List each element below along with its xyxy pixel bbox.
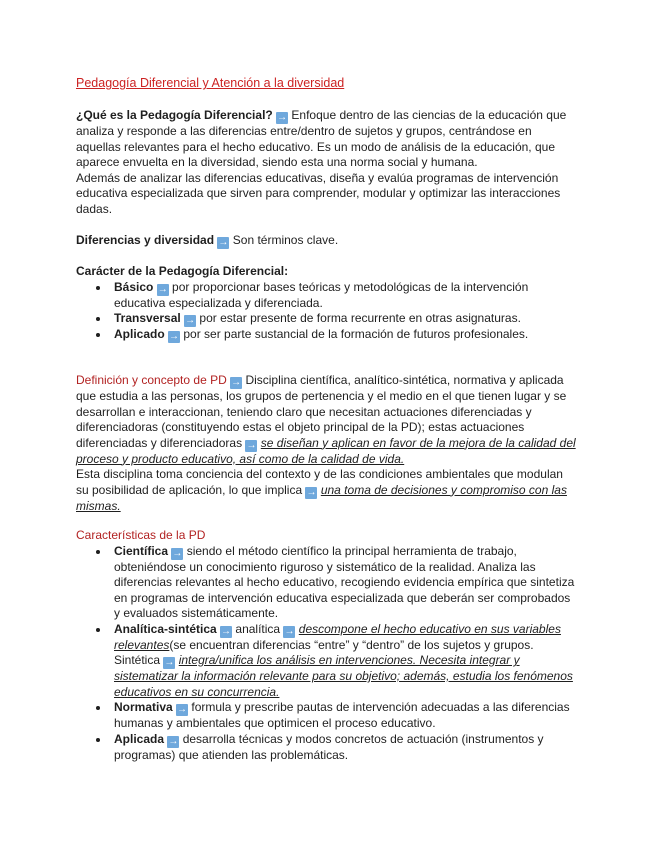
definition-underlined-2: una toma de decisiones y compromiso con las mismas. (76, 482, 567, 513)
arrow-right-icon: → (169, 331, 180, 342)
item-term: Aplicado (114, 327, 165, 341)
definition-heading: Definición y concepto de PD (76, 373, 227, 387)
arrow-right-icon: → (218, 237, 229, 248)
list-item (114, 280, 576, 312)
list-item (114, 544, 576, 622)
document-title: Pedagogía Diferencial y Atención a la diversidad (76, 76, 345, 90)
item-term: Analítica-sintética (114, 621, 217, 636)
arrow-right-icon: → (185, 315, 196, 326)
item-term: Transversal (114, 311, 181, 325)
arrow-right-icon: → (221, 625, 232, 637)
character-list (76, 280, 576, 344)
list-item (114, 732, 576, 764)
item-text: por ser parte sustancial de la formación de futuros profesionales. (183, 327, 529, 341)
definition-paragraph-2 (76, 467, 576, 514)
item-term: Básico (114, 279, 154, 294)
arrow-right-icon: → (284, 625, 295, 637)
arrow-right-icon: → (164, 657, 175, 668)
item-text: por estar presente de forma recurrente en otras asignaturas. (199, 311, 521, 325)
arrow-right-icon: → (177, 704, 188, 715)
item-term: Normativa (114, 700, 173, 714)
intro-extra: Además de analizar las diferencias educativas, diseña y evalúa programas de intervención educativa especializada que sirven para comprender, modular y optimizar las interacciones dadas. (76, 170, 561, 216)
arrow-right-icon: → (168, 735, 179, 747)
definition-text-2: Esta disciplina toma conciencia del contexto y de las condiciones ambientales que modulan su posibilidad de aplicación, lo que implica (76, 467, 563, 497)
definition-text: Disciplina científica, analítico-sintética, normativa y aplicada que estudia a las personas, los grupos de pertenencia y el medio en el que tienen lugar y se desarrollan e interaccionan, teniendo claro que necesitan actuaciones diferenciadas y diferenciadoras (constituyendo estas el objeto principal de la PD); estas actuaciones diferenciadas y diferenciadoras (76, 373, 567, 450)
analitica-underlined: descompone el hecho educativo en sus variables relevantes (114, 621, 561, 652)
key-terms-label: Diferencias y diversidad (76, 233, 215, 247)
features-heading: Características de la PD (76, 528, 206, 542)
arrow-right-icon: → (277, 112, 288, 123)
definition-underlined: se diseñan y aplican en favor de la mejora de la calidad del proceso y producto educativo, así como de la calidad de vida. (76, 435, 576, 466)
character-section (76, 264, 576, 343)
intro-section (76, 108, 576, 217)
arrow-right-icon: → (306, 486, 317, 498)
intro-answer: Enfoque dentro de las ciencias de la educación que analiza y responde a las diferencias entre/dentro de sujetos y grupos, centrándose en aquellas relevantes para el hecho educativo. Es un modo de análisis de la educación, que aparece envuelta en la diversidad, siendo esta una norma social y humana. (76, 108, 567, 169)
item-text: por proporcionar bases teóricas y metodológicas de la intervención educativa especializada y diferenciada. (114, 279, 529, 310)
analitica-text: (se encuentran diferencias “entre” y “dentro” de los sujetos y grupos. (169, 637, 534, 652)
definition-paragraph (76, 373, 576, 467)
key-terms-line (76, 233, 576, 249)
item-term: Aplicada (114, 731, 165, 746)
arrow-right-icon: → (157, 283, 168, 295)
arrow-right-icon: → (231, 377, 242, 388)
features-list (76, 544, 576, 764)
key-terms-text: Son términos clave. (232, 233, 339, 247)
list-item (114, 327, 576, 343)
definition-section (76, 373, 576, 514)
item-text: desarrolla técnicas y modos concretos de actuación (instrumentos y programas) que atienden las problemáticas. (114, 731, 544, 762)
analitica-word: analítica (235, 621, 281, 636)
arrow-right-icon: → (246, 439, 257, 451)
list-item (114, 311, 576, 327)
features-section (76, 528, 576, 763)
item-text: siendo el método científico la principal herramienta de trabajo, obteniéndose un conocimiento riguroso y sistemático de la realidad. Analiza las diferencias relevantes al hecho educativo, recogiendo evidencia empírica que sintetiza en programas de intervención educativa especializada que deberán ser comprobados y evaluados sistemáticamente. (114, 543, 575, 620)
list-item (114, 700, 576, 732)
sintetica-underlined: integra/unifica los análisis en intervenciones. Necesita integrar y sistematizar la información relevante para su objetivo; además, estudia los fenómenos educativos en su concurrencia. (114, 653, 573, 699)
sintetica-word: Sintética (114, 653, 161, 667)
item-text: formula y prescribe pautas de intervención adecuadas a las diferencias humanas y ambientales que optimicen el proceso educativo. (114, 700, 570, 730)
character-heading: Carácter de la Pedagogía Diferencial: (76, 264, 289, 278)
arrow-right-icon: → (172, 547, 183, 559)
item-term: Científica (114, 543, 169, 558)
intro-question: ¿Qué es la Pedagogía Diferencial? (76, 108, 273, 122)
list-item (114, 622, 576, 701)
intro-paragraph (76, 108, 576, 171)
